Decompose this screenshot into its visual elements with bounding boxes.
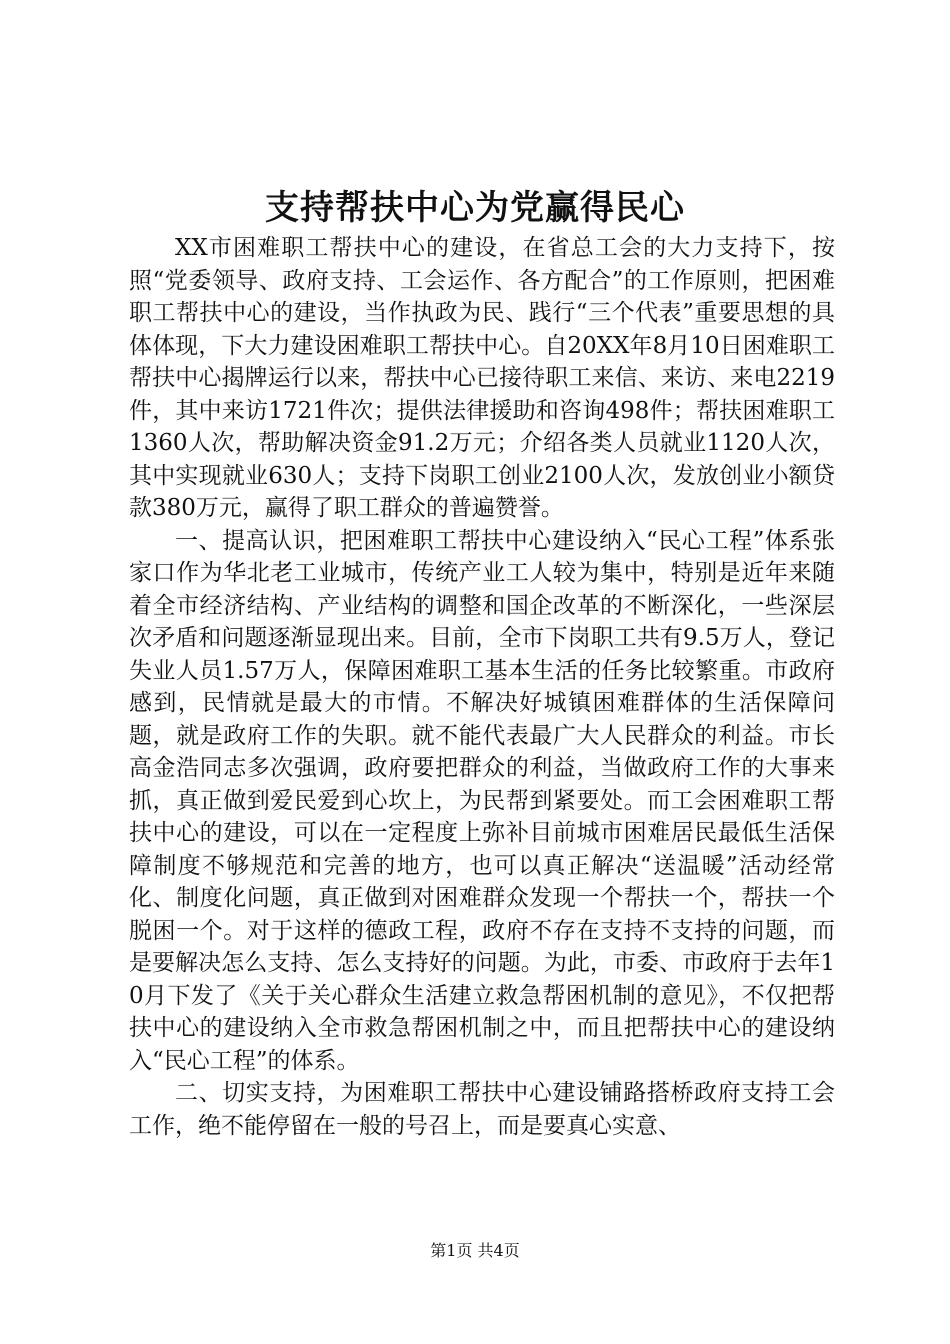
page-number-footer: 第1页 共4页: [430, 1241, 520, 1260]
document-body: [129, 232, 835, 1142]
paragraph-intro: XX市困难职工帮扶中心的建设，在省总工会的大力支持下，按照“党委领导、政府支持、工会运作、各方配合”的工作原则，把困难职工帮扶中心的建设，当作执政为民、践行“三个代表”重要思想的具体体现，下大力建设困难职工帮扶中心。自20XX年8月10日困难职工帮扶中心揭牌运行以来，帮扶中心已接待职工来信、来访、来电2219件，其中来访1721件次；提供法律援助和咨询498件；帮扶困难职工1360人次，帮助解决资金91.2万元；介绍各类人员就业1120人次，其中实现就业630人；支持下岗职工创业2100人次，发放创业小额贷款380万元，赢得了职工群众的普遍赞誉。: [129, 235, 835, 521]
paragraph-section-two: 二、切实支持，为困难职工帮扶中心建设铺路搭桥政府支持工会工作，绝不能停留在一般的号召上，而是要真心实意、: [129, 1080, 835, 1139]
document-title: 支持帮扶中心为党赢得民心: [265, 188, 685, 228]
paragraph-section-one: 一、提高认识，把困难职工帮扶中心建设纳入“民心工程”体系张家口作为华北老工业城市，传统产业工人较为集中，特别是近年来随着全市经济结构、产业结构的调整和国企改革的不断深化，一些深层次矛盾和问题逐渐显现出来。目前，全市下岗职工共有9.5万人，登记失业人员1.57万人，保障困难职工基本生活的任务比较繁重。市政府感到，民情就是最大的市情。不解决好城镇困难群体的生活保障问题，就是政府工作的失职。就不能代表最广大人民群众的利益。市长高金浩同志多次强调，政府要把群众的利益，当做政府工作的大事来抓，真正做到爱民爱到心坎上，为民帮到紧要处。而工会困难职工帮扶中心的建设，可以在一定程度上弥补目前城市困难居民最低生活保障制度不够规范和完善的地方，也可以真正解决“送温暖”活动经常化、制度化问题，真正做到对困难群众发现一个帮扶一个，帮扶一个脱困一个。对于这样的德政工程，政府不存在支持不支持的问题，而是要解决怎么支持、怎么支持好的问题。为此，市委、市政府于去年10月下发了《关于关心群众生活建立救急帮困机制的意见》，不仅把帮扶中心的建设纳入全市救急帮困机制之中，而且把帮扶中心的建设纳入“民心工程”的体系。: [129, 527, 835, 1074]
